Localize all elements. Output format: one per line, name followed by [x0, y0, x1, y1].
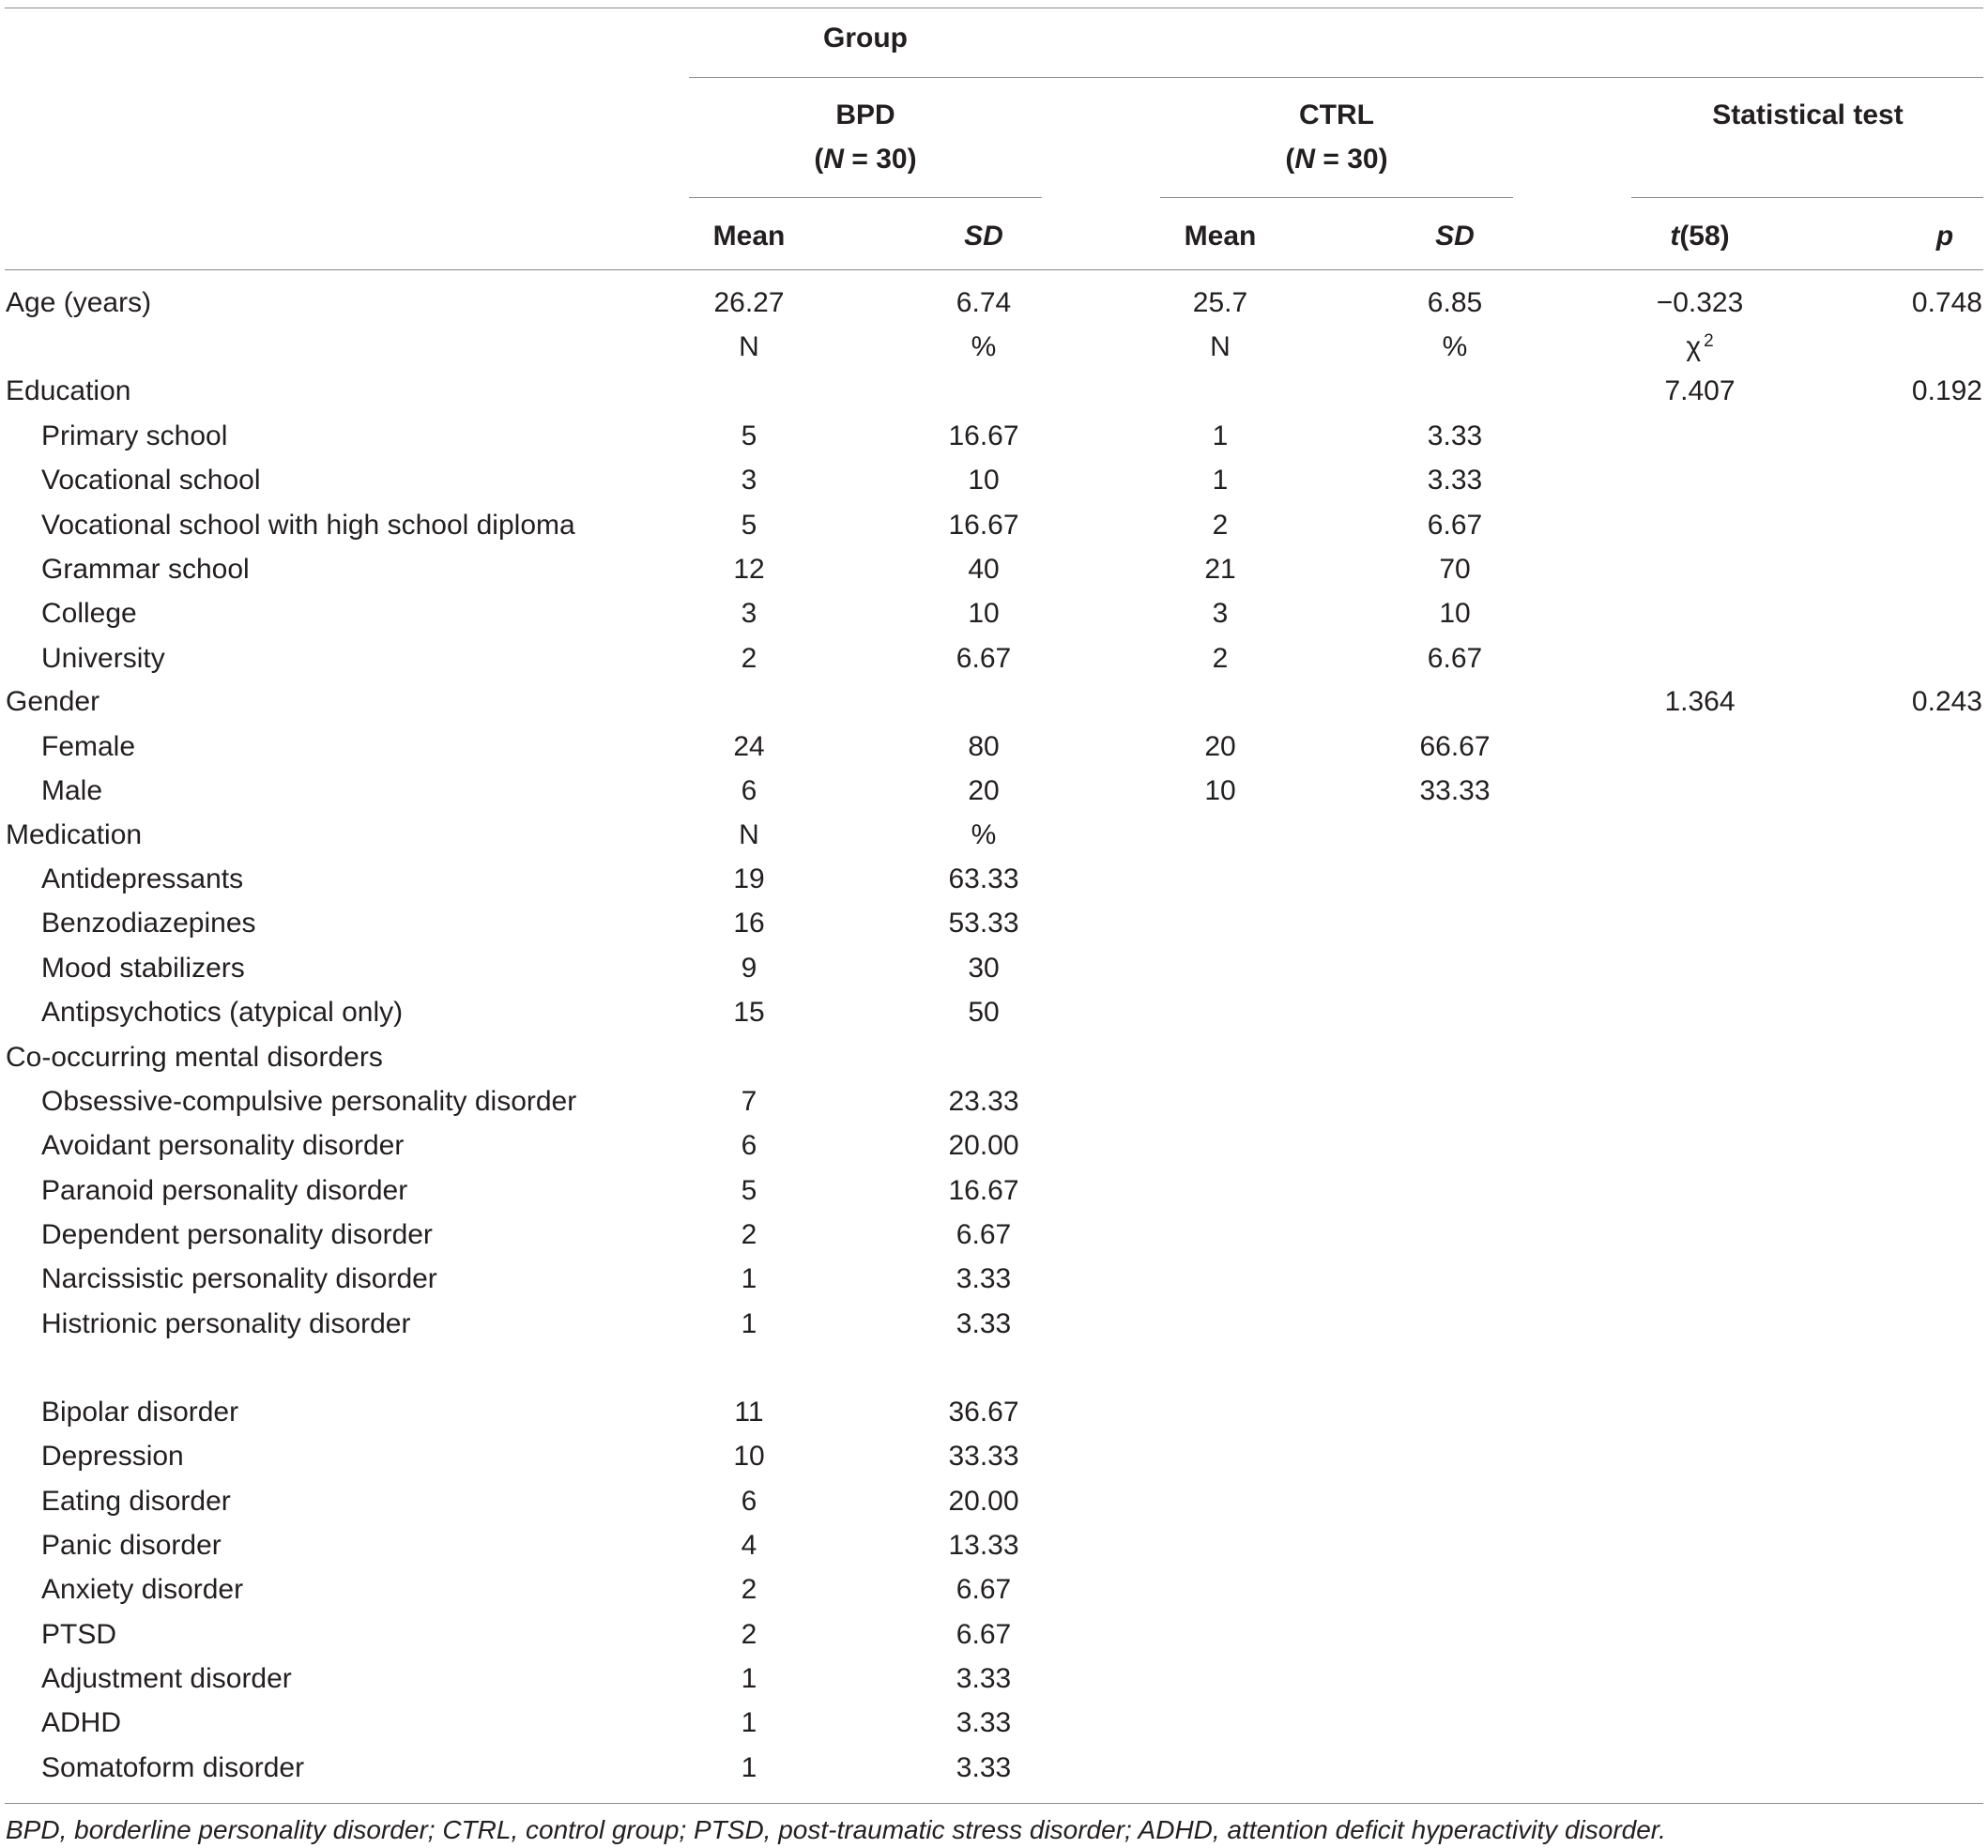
- row-label: Somatoform disorder: [41, 1751, 305, 1783]
- bpd-pct-cell: 3.33: [956, 1663, 1012, 1695]
- age-ctrl-sd: 6.85: [1427, 287, 1483, 318]
- bpd-n-cell: 5: [741, 509, 757, 541]
- medication-label: Medication: [6, 819, 143, 850]
- bpd-underline: [689, 197, 1042, 198]
- ctrl-pct-cell: 3.33: [1427, 420, 1483, 451]
- group-underline: [689, 77, 1983, 78]
- medication-n-subheader: N: [739, 819, 759, 850]
- ctrl-header: CTRL: [1299, 99, 1374, 130]
- bpd-pct-subheader: %: [971, 331, 997, 362]
- ctrl-underline: [1160, 197, 1513, 198]
- bpd-n-cell: 19: [733, 863, 765, 894]
- bpd-n-cell: 2: [741, 642, 757, 674]
- bpd-pct-cell: 20: [968, 775, 1000, 807]
- bpd-pct-cell: 80: [968, 731, 1000, 762]
- bpd-pct-cell: 20.00: [948, 1485, 1019, 1517]
- bpd-pct-cell: 13.33: [948, 1530, 1019, 1562]
- bpd-n-cell: 1: [741, 1263, 757, 1295]
- bpd-n-cell: 2: [741, 1574, 757, 1606]
- bpd-pct-cell: 6.67: [956, 1219, 1012, 1251]
- row-label: Benzodiazepines: [41, 908, 256, 939]
- bpd-header: BPD: [835, 99, 895, 130]
- bpd-n-header: (N = 30): [814, 144, 917, 175]
- ctrl-pct-cell: 10: [1439, 598, 1471, 630]
- bpd-pct-cell: 3.33: [956, 1263, 1012, 1295]
- row-label: PTSD: [41, 1618, 117, 1650]
- education-label: Education: [6, 375, 131, 406]
- ctrl-pct-cell: 6.67: [1427, 509, 1483, 541]
- ctrl-n-cell: 1: [1212, 465, 1229, 496]
- statistical-test-header: Statistical test: [1712, 99, 1904, 130]
- ctrl-n-cell: 10: [1204, 775, 1236, 807]
- bpd-mean-header: Mean: [712, 221, 786, 252]
- bpd-pct-cell: 40: [968, 554, 1000, 586]
- bpd-pct-cell: 16.67: [948, 1174, 1019, 1206]
- ctrl-n-cell: 3: [1212, 598, 1229, 630]
- age-p-value: 0.748: [1911, 287, 1982, 318]
- age-label: Age (years): [6, 287, 152, 318]
- bpd-pct-cell: 33.33: [948, 1441, 1019, 1473]
- bpd-pct-cell: 53.33: [948, 908, 1019, 939]
- row-label: Female: [41, 731, 136, 762]
- bpd-sd-header: SD: [964, 221, 1003, 252]
- bpd-pct-cell: 3.33: [956, 1751, 1012, 1783]
- bpd-n-cell: 1: [741, 1751, 757, 1783]
- bpd-n-cell: 12: [733, 554, 765, 586]
- bpd-pct-cell: 6.67: [956, 1618, 1012, 1650]
- cooccurring-label: Co-occurring mental disorders: [6, 1042, 383, 1073]
- bpd-pct-cell: 6.67: [956, 1574, 1012, 1606]
- row-label: ADHD: [41, 1707, 122, 1739]
- row-label: Obsessive-compulsive personality disorder: [41, 1086, 577, 1117]
- ctrl-pct-cell: 3.33: [1427, 465, 1483, 496]
- bpd-n-cell: 6: [741, 775, 757, 807]
- row-label: Histrionic personality disorder: [41, 1307, 411, 1339]
- ctrl-pct-cell: 33.33: [1419, 775, 1491, 807]
- ctrl-n-cell: 1: [1212, 420, 1229, 451]
- ctrl-n-cell: 2: [1212, 509, 1229, 541]
- row-label: Antidepressants: [41, 863, 244, 894]
- row-label: Paranoid personality disorder: [41, 1174, 408, 1206]
- ctrl-pct-subheader: %: [1442, 331, 1468, 362]
- bpd-n-cell: 6: [741, 1130, 757, 1162]
- row-label: Vocational school: [41, 465, 261, 496]
- row-label: University: [41, 642, 165, 674]
- education-chi2: 7.407: [1664, 375, 1736, 406]
- row-label: Male: [41, 775, 103, 807]
- body-bottom-rule: [5, 1803, 1983, 1804]
- row-label: Avoidant personality disorder: [41, 1130, 405, 1162]
- bpd-pct-cell: 3.33: [956, 1307, 1012, 1339]
- table-footnote: BPD, borderline personality disorder; CTRL, control group; PTSD, post-traumatic stress disorder; ADHD, attention deficit hyperactivity disorder.: [6, 1815, 1666, 1844]
- row-label: Grammar school: [41, 554, 250, 586]
- bpd-n-cell: 6: [741, 1485, 757, 1517]
- row-label: Adjustment disorder: [41, 1663, 292, 1695]
- bpd-n-cell: 10: [733, 1441, 765, 1473]
- row-label: Dependent personality disorder: [41, 1219, 433, 1251]
- medication-pct-subheader: %: [971, 819, 997, 850]
- bpd-n-cell: 5: [741, 1174, 757, 1206]
- ctrl-pct-cell: 66.67: [1419, 731, 1491, 762]
- bpd-pct-cell: 50: [968, 997, 1000, 1029]
- bpd-n-cell: 16: [733, 908, 765, 939]
- row-label: Antipsychotics (atypical only): [41, 997, 404, 1029]
- bpd-n-cell: 15: [733, 997, 765, 1029]
- bpd-n-subheader: N: [739, 331, 759, 362]
- bpd-n-cell: 2: [741, 1219, 757, 1251]
- ctrl-pct-cell: 6.67: [1427, 642, 1483, 674]
- gender-label: Gender: [6, 686, 100, 717]
- ctrl-mean-header: Mean: [1184, 221, 1257, 252]
- bpd-n-cell: 24: [733, 731, 765, 762]
- bpd-n-cell: 3: [741, 465, 757, 496]
- row-label: Primary school: [41, 420, 228, 451]
- ctrl-n-cell: 20: [1204, 731, 1236, 762]
- bpd-pct-cell: 63.33: [948, 863, 1019, 894]
- bpd-n-cell: 1: [741, 1663, 757, 1695]
- age-t-value: −0.323: [1656, 287, 1744, 318]
- bpd-n-cell: 1: [741, 1707, 757, 1739]
- age-bpd-mean: 26.27: [713, 287, 785, 318]
- stat-underline: [1631, 197, 1983, 198]
- ctrl-n-cell: 2: [1212, 642, 1229, 674]
- ctrl-n-subheader: N: [1210, 331, 1231, 362]
- row-label: Bipolar disorder: [41, 1397, 239, 1428]
- bpd-n-cell: 7: [741, 1086, 757, 1117]
- bpd-n-cell: 4: [741, 1530, 757, 1562]
- group-header: Group: [823, 23, 908, 53]
- education-p-value: 0.192: [1911, 375, 1982, 406]
- ctrl-n-header: (N = 30): [1285, 144, 1388, 175]
- row-label: Panic disorder: [41, 1530, 222, 1562]
- bpd-n-cell: 9: [741, 952, 757, 984]
- bpd-pct-cell: 3.33: [956, 1707, 1012, 1739]
- bpd-pct-cell: 16.67: [948, 420, 1019, 451]
- gender-p-value: 0.243: [1911, 686, 1982, 717]
- gender-chi2: 1.364: [1664, 686, 1736, 717]
- row-label: Mood stabilizers: [41, 952, 245, 984]
- bpd-n-cell: 2: [741, 1618, 757, 1650]
- ctrl-sd-header: SD: [1435, 221, 1475, 252]
- row-label: Anxiety disorder: [41, 1574, 244, 1606]
- bpd-n-cell: 1: [741, 1307, 757, 1339]
- bpd-pct-cell: 10: [968, 465, 1000, 496]
- bpd-pct-cell: 23.33: [948, 1086, 1019, 1117]
- bpd-pct-cell: 30: [968, 952, 1000, 984]
- bpd-n-cell: 11: [734, 1397, 764, 1428]
- row-label: College: [41, 598, 137, 630]
- bpd-n-cell: 3: [741, 598, 757, 630]
- ctrl-pct-cell: 70: [1439, 554, 1471, 586]
- row-label: Narcissistic personality disorder: [41, 1263, 437, 1295]
- bpd-pct-cell: 6.67: [956, 642, 1012, 674]
- chi-square-subheader: χ $^2$: [1686, 331, 1714, 362]
- row-label: Eating disorder: [41, 1485, 231, 1517]
- bpd-pct-cell: 16.67: [948, 509, 1019, 541]
- bpd-pct-cell: 36.67: [948, 1397, 1019, 1428]
- row-label: Depression: [41, 1441, 184, 1473]
- age-bpd-sd: 6.74: [956, 287, 1012, 318]
- t58-header: t(58): [1670, 221, 1730, 252]
- bpd-pct-cell: 20.00: [948, 1130, 1019, 1162]
- bpd-pct-cell: 10: [968, 598, 1000, 630]
- ctrl-n-cell: 21: [1204, 554, 1236, 586]
- header-bottom-rule: [5, 269, 1983, 270]
- p-header: p: [1935, 221, 1954, 252]
- age-ctrl-mean: 25.7: [1192, 287, 1248, 318]
- bpd-n-cell: 5: [741, 420, 757, 451]
- row-label: Vocational school with high school diploma: [41, 509, 575, 541]
